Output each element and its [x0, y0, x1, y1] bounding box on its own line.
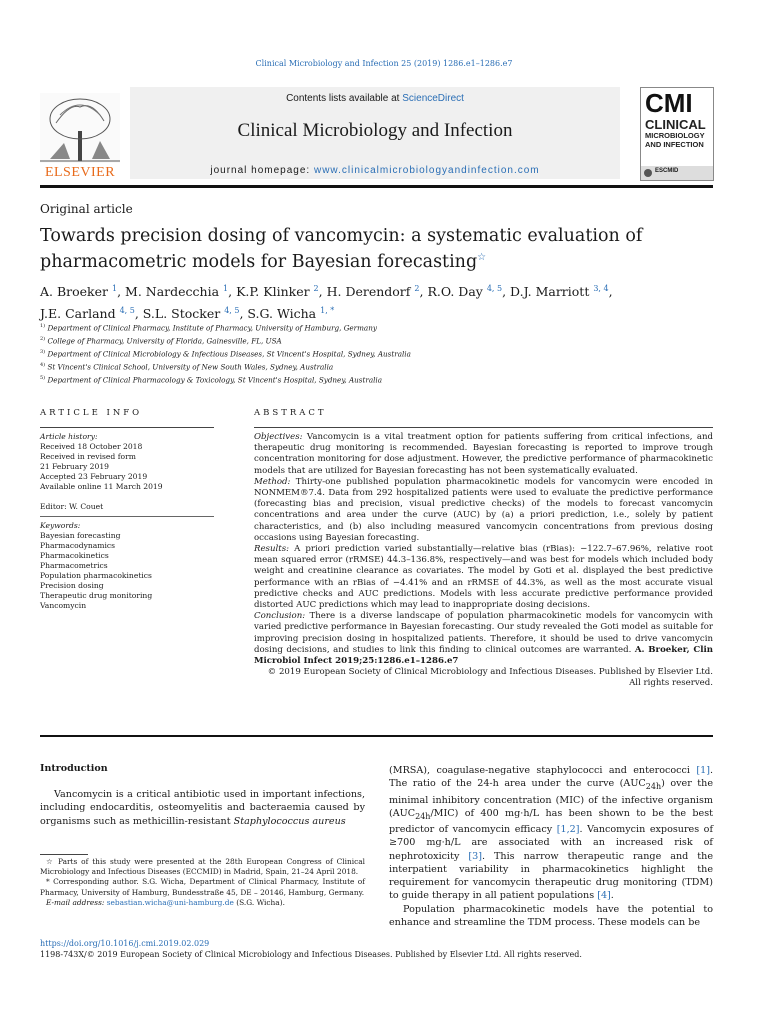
escmid-logo-icon	[643, 168, 653, 178]
auc-subscript: 24h	[415, 811, 431, 821]
affiliation-item	[40, 321, 720, 334]
footnotes	[40, 857, 365, 908]
cover-sub-1: CLINICAL	[645, 117, 706, 132]
abstract-heading: ABSTRACT	[254, 408, 327, 418]
keyword-item[interactable]: Vancomycin	[40, 601, 87, 610]
keywords-label: Keywords:	[40, 521, 81, 530]
contents-available-line	[130, 93, 620, 104]
history-item: Accepted 23 February 2019	[40, 472, 148, 481]
keyword-item[interactable]: Pharmacokinetics	[40, 551, 109, 560]
auc-subscript: 24h	[645, 782, 662, 792]
article-type: Original article	[40, 202, 133, 216]
cover-footer	[641, 166, 713, 180]
affiliation-text: College of Pharmacy, University of Florida, Gainesville, FL, USA	[47, 336, 282, 346]
homepage-prefix: journal homepage:	[210, 165, 314, 176]
article-title	[40, 225, 680, 273]
author-name: H. Derendorf	[326, 284, 411, 300]
author-name: A. Broeker	[40, 284, 109, 300]
affiliation-item	[40, 334, 720, 347]
intro-paragraph-right-1: (MRSA), coagulase-negative staphylococci and enterococci [1]. The ratio of the 24-h area under the curve $(AUC_{24h})$ over the minimal inhibitory concentration (MIC) of the infective organism $(AUC_{24h}/MIC)$ of 400 mg·h/L has been shown to be the best predictor of vancomycin efficacy [1,2]. Vancomycin exposures of ≥700 mg·h/L are associated with an increased risk of nephrotoxicity [3]. This narrow therapeutic range and the interpatient variability in pharmacokinetics highlight the requirement for vancomycin therapeutic drug monitoring (TDM) to guide therapy in all patient populations [4].	[389, 765, 714, 902]
affiliation-text: Department of Clinical Pharmacology & Toxicology, St Vincent's Hospital, Sydney, Australia	[47, 374, 382, 384]
cover-sub-3: AND INFECTION	[645, 140, 704, 149]
keywords-list	[40, 531, 214, 611]
keyword-item[interactable]: Precision dosing	[40, 581, 104, 590]
history-item: Available online 11 March 2019	[40, 482, 163, 491]
author-affiliation-mark[interactable]: 4, 5	[486, 284, 503, 293]
reference-link[interactable]: [1,2]	[556, 824, 580, 835]
reference-link[interactable]: [4]	[597, 890, 611, 902]
affiliation-item	[40, 373, 720, 386]
abstract-copyright: © 2019 European Society of Clinical Microbiology and Infectious Diseases. Published by Elsevier Ltd. All rights reserved.	[267, 667, 713, 689]
editor-line: Editor: W. Couet	[40, 502, 104, 511]
journal-homepage-line	[130, 165, 620, 176]
issn-line: 1198-743X/© 2019 European Society of Clinical Microbiology and Infectious Diseases. Published by Elsevier Ltd. All rights reserved.	[40, 950, 582, 959]
footnote-email: E-mail address: sebastian.wicha@uni-hamburg.de (S.G. Wicha).	[46, 897, 285, 907]
abstract-results: Results: A priori prediction varied substantially—relative bias (rBias): −122.7–67.96%, relative root mean squared error (rRMSE) 44.3–136.8%, respectively—and was best for models which included body weight and creatinine clearance as covariates. The model by Goti et al. displayed the best predictive performance with an rBias of −4.41% and an rRMSE of 44.3%, as well as the most accurate visual predictive checks and AUC predictions. Models with less accurate predictive performance provided distorted AUC predictions which may lead to inappropriate dosing decisions.	[254, 544, 713, 611]
keyword-item[interactable]: Population pharmacokinetics	[40, 571, 152, 580]
affiliation-item	[40, 360, 720, 373]
affiliation-number: 2)	[40, 335, 46, 342]
email-link[interactable]: sebastian.wicha@uni-hamburg.de	[106, 897, 234, 907]
journal-cover-thumbnail[interactable]	[640, 87, 714, 181]
keyword-item[interactable]: Pharmacodynamics	[40, 541, 116, 550]
article-info-heading: ARTICLE INFO	[40, 408, 143, 418]
abstract-conclusion: Conclusion: There is a diverse landscape of population pharmacokinetic models for vancomycin with varied predictive performance in Bayesian forecasting. Our study revealed the Goti model as suitable for improving precision dosing in hospitalized patients. Therefore, it should be used to drive vancomycin dosing decisions, and studies to link this finding to clinical outcomes are warranted. A. Broeker, Clin Microbiol Infect 2019;25:1286.e1–1286.e7	[254, 611, 713, 667]
elsevier-tree-icon	[40, 93, 120, 163]
abstract-objectives: Objectives: Vancomycin is a vital treatment option for patients suffering from critical infections, and therapeutic drug monitoring is recommended. Bayesian forecasting is reported to improve trough concentration monitoring for dose adjustment. However, the predictive performance of pharmacokinetic models that are utilized for Bayesian forecasting has not been systematically evaluated.	[254, 432, 713, 476]
intro-paragraph-left: Vancomycin is a critical antibiotic used in important infections, including endocarditis, osteomyelitis and bacteraemia caused by organisms such as methicillin-resistant Staphylococcus aureus	[40, 789, 365, 827]
cover-footer-text: ESCMID	[655, 168, 679, 174]
keyword-item[interactable]: Bayesian forecasting	[40, 531, 121, 540]
author-name: M. Nardecchia	[125, 284, 220, 300]
header-divider	[40, 185, 713, 188]
abstract-body	[254, 432, 713, 690]
article-info-divider	[40, 427, 214, 428]
author-name: K.P. Klinker	[236, 284, 310, 300]
author-affiliation-mark[interactable]: 1, *	[320, 306, 335, 316]
author-name: S.L. Stocker	[142, 306, 221, 322]
author-affiliation-mark[interactable]: 2	[414, 284, 420, 293]
footnote-corresponding: * Corresponding author. S.G. Wicha, Department of Clinical Pharmacy, Institute of Pharmacy, University of Hamburg, Bundesstraße 45, DE – 20146, Hamburg, Germany.	[40, 877, 365, 897]
history-item: Received 18 October 2018	[40, 442, 143, 451]
author-affiliation-mark[interactable]: 4, 5	[224, 306, 240, 316]
homepage-link[interactable]: www.clinicalmicrobiologyandinfection.com	[313, 165, 540, 176]
journal-title: Clinical Microbiology and Infection	[237, 120, 513, 141]
author-name: D.J. Marriott	[510, 284, 590, 300]
keywords-divider	[40, 516, 214, 517]
cover-sub-2: MICROBIOLOGY	[645, 131, 705, 140]
affiliation-text: Department of Clinical Microbiology & Infectious Diseases, St Vincent's Hospital, Sydney, Australia	[47, 349, 411, 359]
sciencedirect-link[interactable]: ScienceDirect	[402, 93, 464, 104]
author-list: A. Broeker $^1$, M. Nardecchia $^1$, K.P. Klinker $^2$, H. Derendorf $^2$, R.O. Day $^{4, 5}$, D.J. Marriott $^{3, 4}$, J.E. Carland $^{4, 5}$, S.L. Stocker $^{4, 5}$, S.G. Wicha $^{1, *}$	[40, 284, 613, 322]
author-name: J.E. Carland	[40, 306, 116, 322]
history-label: Article history:	[40, 432, 98, 441]
affiliation-item	[40, 347, 720, 360]
author-affiliation-mark[interactable]: 3, 4	[593, 284, 609, 293]
affiliation-number: 3)	[40, 348, 46, 355]
elsevier-logo	[40, 93, 120, 181]
history-item: 21 February 2019	[40, 462, 109, 471]
abstract-divider	[254, 427, 713, 428]
body-divider	[40, 735, 713, 737]
author-name: R.O. Day	[427, 284, 483, 300]
cover-subtitle	[645, 118, 706, 149]
elsevier-wordmark: ELSEVIER	[44, 165, 116, 180]
author-affiliation-mark[interactable]: 1	[223, 284, 229, 293]
intro-paragraph-right-2: Population pharmacokinetic models have the potential to enhance and streamline the TDM process. These models can be	[389, 903, 713, 929]
doi-link[interactable]: https://doi.org/10.1016/j.cmi.2019.02.029	[40, 939, 210, 948]
contents-prefix: Contents lists available at	[286, 93, 403, 104]
abstract-method: Method: Thirty-one published population pharmacokinetic models for vancomycin were encoded in NONMEM®7.4. Data from 292 hospitalized patients were used to evaluate the predictive performance (forecasting bias and precision, visual predictive checks) of the models to forecast vancomycin concentrations and area under the curve (AUC) by (a) a priori prediction, i.e., solely by patient characteristics, and (b) also including measured vancomycin concentrations from previous dosing occasions using Bayesian forecasting.	[254, 476, 713, 543]
author-affiliation-mark[interactable]: 2	[313, 284, 319, 293]
affiliation-number: 1)	[40, 323, 46, 329]
journal-citation[interactable]: Clinical Microbiology and Infection 25 (2019) 1286.e1–1286.e7	[255, 59, 513, 68]
affiliation-text: Department of Clinical Pharmacy, Institute of Pharmacy, University of Hamburg, Germany	[47, 323, 377, 333]
author-affiliation-mark[interactable]: 1	[112, 284, 118, 293]
reference-link[interactable]: [1]	[696, 765, 710, 776]
cover-cmi: CMI	[645, 88, 693, 118]
reference-link[interactable]: [3]	[468, 850, 482, 862]
affiliation-number: 4)	[40, 361, 46, 368]
footnote-presentation: ☆ Parts of this study were presented at the 28th European Congress of Clinical Microbiology and Infectious Diseases (ECCMID) in Madrid, Spain, 21–24 April 2018.	[40, 857, 365, 877]
intro-column-right	[389, 764, 713, 929]
history-list	[40, 442, 214, 492]
introduction-heading: Introduction	[40, 763, 108, 774]
footnote-divider	[40, 854, 88, 855]
affiliation-list	[40, 321, 720, 385]
history-item: Received in revised form	[40, 452, 136, 461]
article-title-text: Towards precision dosing of vancomycin: a systematic evaluation of pharmacometric models for Bayesian forecasting	[40, 226, 643, 272]
keyword-item[interactable]: Pharmacometrics	[40, 561, 108, 570]
article-info-column	[40, 432, 214, 611]
author-name: S.G. Wicha	[247, 306, 317, 322]
affiliation-text: St Vincent's Clinical School, University of New South Wales, Sydney, Australia	[47, 362, 334, 372]
affiliation-number: 5)	[40, 374, 46, 381]
title-footnote-mark[interactable]: ☆	[477, 252, 487, 263]
abstract-citation: A. Broeker, Clin Microbiol Infect 2019;25:1286.e1–1286.e7	[254, 644, 713, 667]
author-affiliation-mark[interactable]: 4, 5	[119, 306, 135, 316]
keyword-item[interactable]: Therapeutic drug monitoring	[40, 591, 153, 600]
